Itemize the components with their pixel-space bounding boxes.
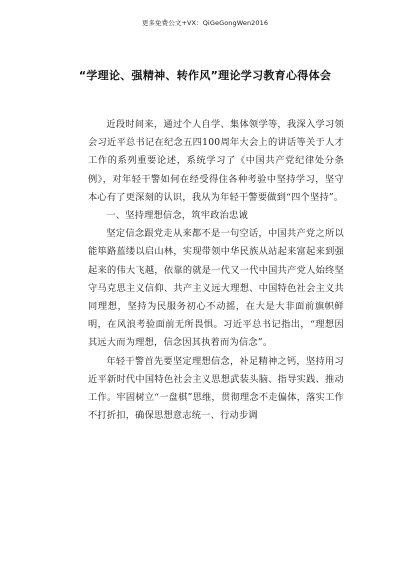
paragraph-young-officers: 年轻干警首先要坚定理想信念，补足精神之钙，坚持用习近平新时代中国特色社会主义思想武装头脑、指导实践、推动工作。牢固树立“一盘棋”思维，贯彻理念不走偏体，落实工作不打折扣，确保思想意志统一、行动步调 (88, 355, 344, 422)
document-body (88, 116, 344, 425)
paragraph-intro: 近段时间来，通过个人自学、集体领学等，我深入学习领会习近平总书记在纪念五四100周年大会上的讲话等关于人才工作的系列重要论述，系统学习了《中国共产党纪律处分条例》，对年轻干警如何在经受得住各种考验中坚持学习，坚守本心有了更深刻的认识，我从为年轻干警要做到“四个坚持”。 (88, 119, 344, 203)
document-title: “学理论、强精神、转作风”理论学习教育心得体会 (78, 69, 332, 82)
paragraph-ideals: 坚定信念跟党走从来都不是一句空话，中国共产党之所以能筚路蓝缕以启山林，实现带领中华民族从站起来富起来到强起来的伟大飞越，依靠的就是一代又一代中国共产党人始终坚守马克思主义信仰、共产主义远大理想、中国特色社会主义共同理想，坚持为民服务初心不动摇，在大是大非面前旗帜鲜明，在风浪考验面前无所畏惧。习近平总书记指出，“理想因其远大而为理想，信念因其执着而为信念”。 (88, 228, 344, 349)
section-heading-1: 一、坚持理想信念，筑牢政治忠诚 (106, 210, 248, 222)
header-note: 更多免费公文+VX：QiGeGongWen2016 (141, 19, 269, 27)
